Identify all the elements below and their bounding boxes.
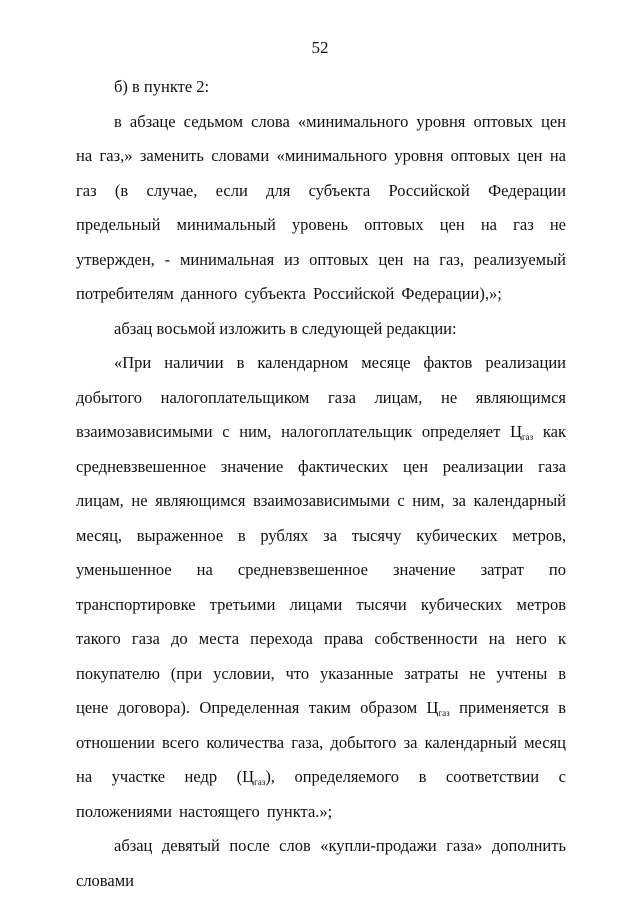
gas-price-subscript: газ (521, 432, 534, 442)
paragraph-eighth-abzac-intro: абзац восьмой изложить в следующей редакции: (114, 318, 457, 338)
text-fragment: применяется в отношении всего количества газа, добытого за календарный месяц на участке недр (Ц (76, 698, 566, 786)
text-fragment: как средневзвешенное значение фактических цен реализации газа лицам, не являющимся взаимозависимыми с ним, за календарный месяц, выраженное в рублях за тысячу кубических метров, уменьшенное на средневзвешенное значение затрат по транспортировке третьими лицами тысячи кубических метров такого газа до места перехода права собственности на него к покупателю (при условии, что указанные затраты не учтены в цене договора). Определенная таким образом Ц (76, 422, 566, 717)
page-number: 52 (311, 38, 329, 57)
gas-price-subscript: газ (438, 708, 450, 718)
text-fragment: «При наличии в календарном месяце фактов реализации добытого налогоплательщиком газа лицам, не являющимся взаимозависимыми с ним, налогоплательщик определяет Ц (76, 353, 566, 441)
paragraph-ninth-abzac-amendment: абзац девятый после слов «купли-продажи газа» дополнить словами (76, 836, 566, 890)
paragraph-eighth-abzac-text (76, 346, 566, 829)
paragraph-item-b: б) в пункте 2: (114, 77, 210, 96)
paragraph-seventh-abzac-amendment: в абзаце седьмом слова «минимального уровня оптовых цен на газ,» заменить словами «минимального уровня оптовых цен на газ (в случае, если для субъекта Российской Федерации предельный минимальный уровень оптовых цен на газ не утвержден, - минимальная из оптовых цен на газ, реализуемый потребителям данного субъекта Российской Федерации),»; (76, 111, 566, 303)
document-body (76, 70, 566, 898)
text-fragment: ), определяемого в соответствии с положениями настоящего пункта.»; (76, 767, 566, 821)
gas-price-subscript: газ (254, 777, 266, 787)
